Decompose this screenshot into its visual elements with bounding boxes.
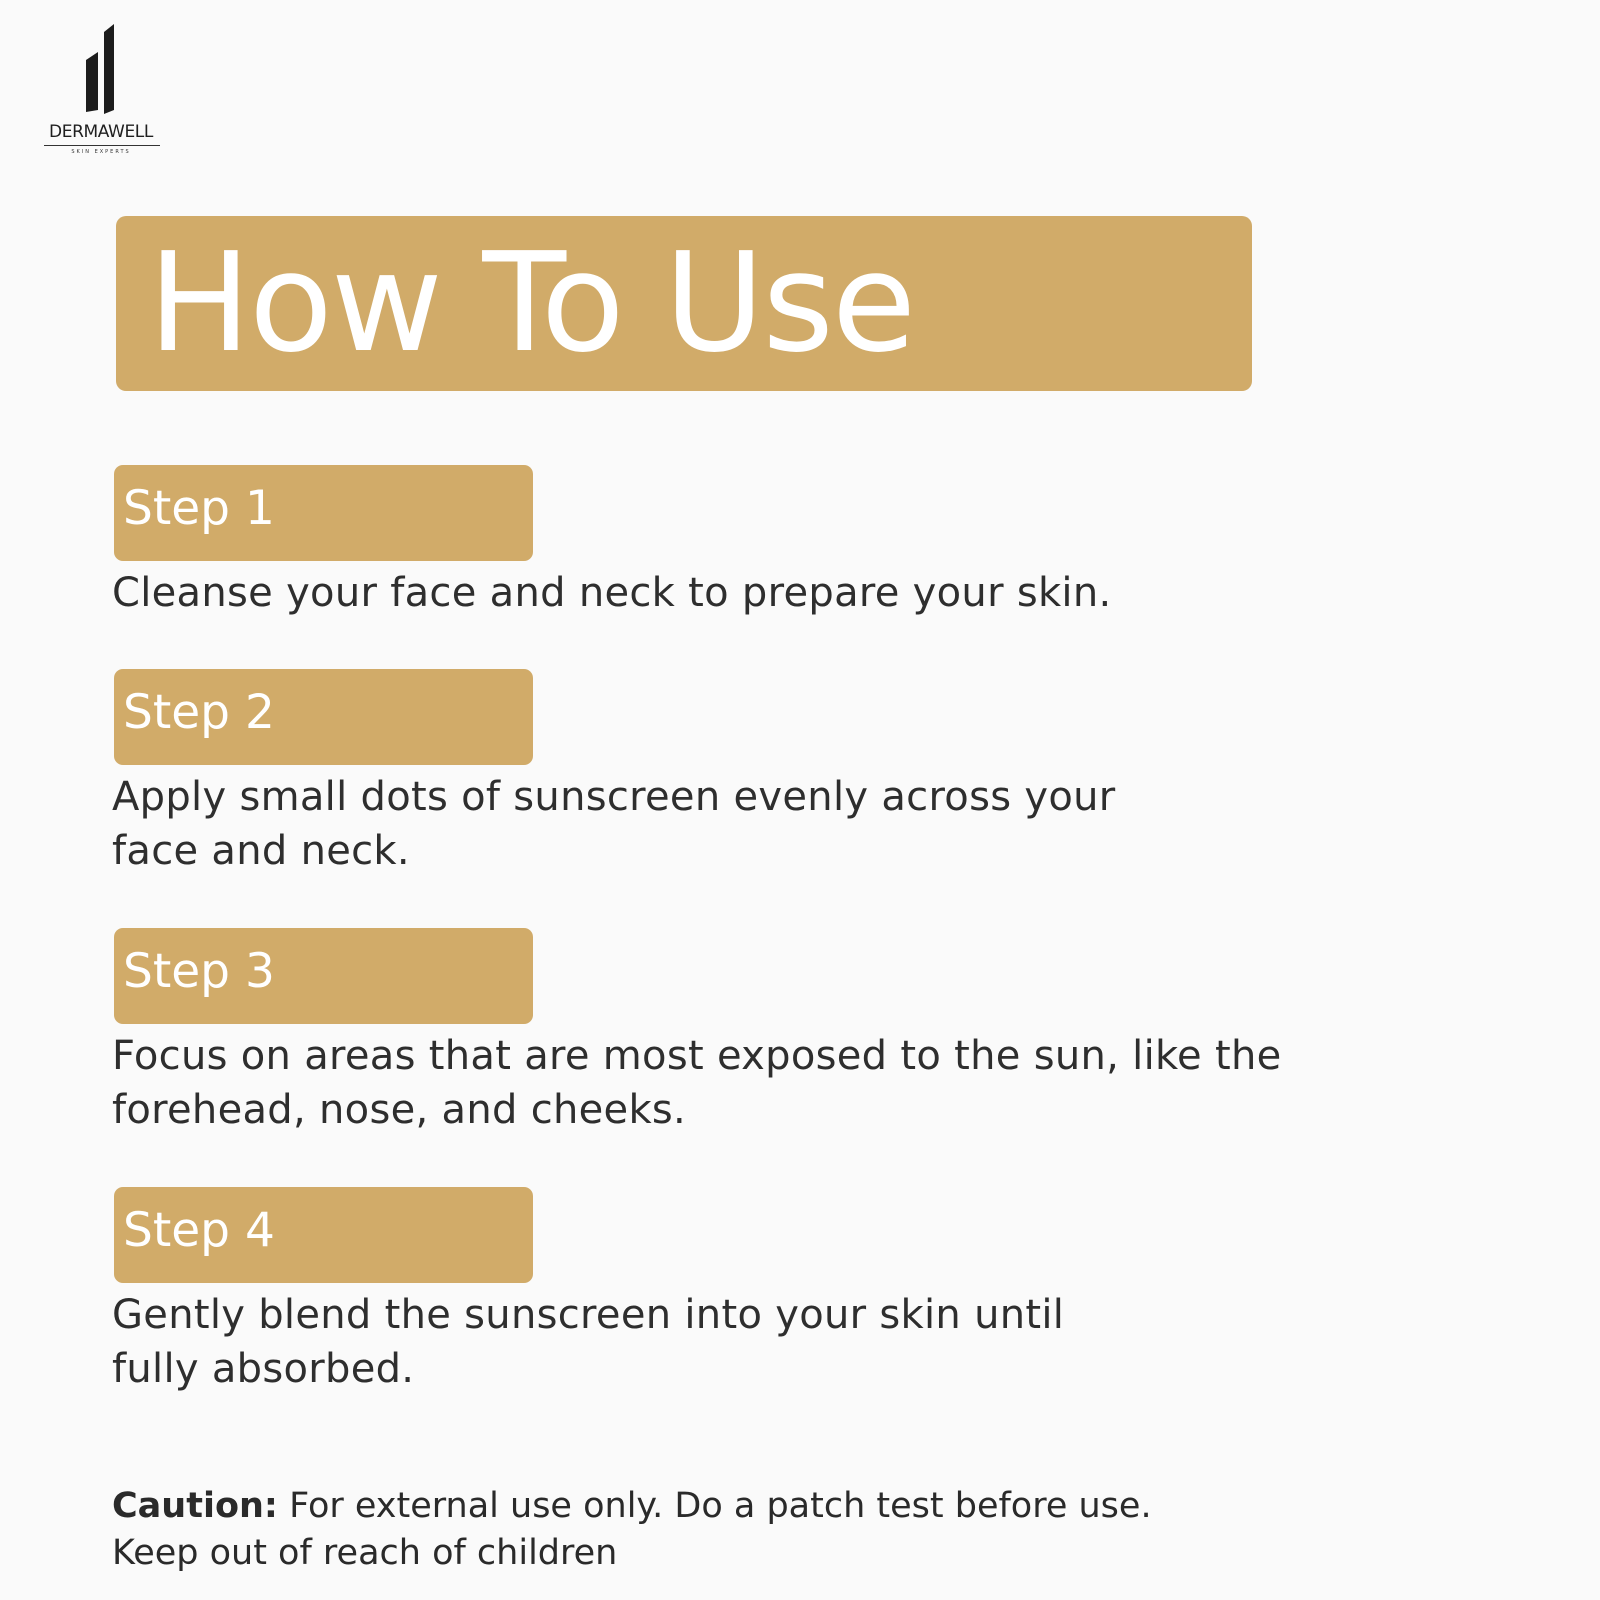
caution-line-1 bbox=[112, 1483, 1312, 1530]
step-4-label-box bbox=[114, 1187, 533, 1283]
step-1-label-box bbox=[114, 465, 533, 561]
step-3-line-2: forehead, nose, and cheeks. bbox=[112, 1087, 687, 1133]
page-title: How To Use bbox=[148, 224, 915, 383]
step-2-text bbox=[112, 770, 1342, 878]
step-4-line-2: fully absorbed. bbox=[112, 1346, 415, 1392]
step-1-text bbox=[112, 566, 1342, 620]
caution-note bbox=[112, 1483, 1312, 1577]
caution-line-2: Keep out of reach of children bbox=[112, 1533, 618, 1573]
step-3-text bbox=[112, 1029, 1342, 1137]
brand-name: DERMAWELL bbox=[49, 122, 153, 142]
caution-text: For external use only. Do a patch test before use. bbox=[289, 1486, 1152, 1526]
step-4-line-1: Gently blend the sunscreen into your skin until bbox=[112, 1292, 1065, 1338]
title-banner bbox=[116, 216, 1252, 391]
caution-label: Caution: bbox=[112, 1486, 278, 1526]
brand-divider bbox=[44, 145, 160, 146]
step-4-text bbox=[112, 1288, 1342, 1396]
step-4-label: Step 4 bbox=[123, 1203, 275, 1258]
step-3-label: Step 3 bbox=[123, 944, 275, 999]
dermawell-logo-icon bbox=[84, 24, 120, 114]
step-3-label-box bbox=[114, 928, 533, 1024]
step-2-label: Step 2 bbox=[123, 685, 275, 740]
step-2-line-2: face and neck. bbox=[112, 828, 410, 874]
step-1-line-1: Cleanse your face and neck to prepare your skin. bbox=[112, 570, 1112, 616]
step-1-label: Step 1 bbox=[123, 481, 275, 536]
step-3-line-1: Focus on areas that are most exposed to the sun, like the bbox=[112, 1033, 1282, 1079]
step-2-line-1: Apply small dots of sunscreen evenly across your bbox=[112, 774, 1116, 820]
step-2-label-box bbox=[114, 669, 533, 765]
brand-logo bbox=[42, 24, 162, 159]
brand-tagline: SKIN EXPERTS bbox=[71, 149, 131, 155]
